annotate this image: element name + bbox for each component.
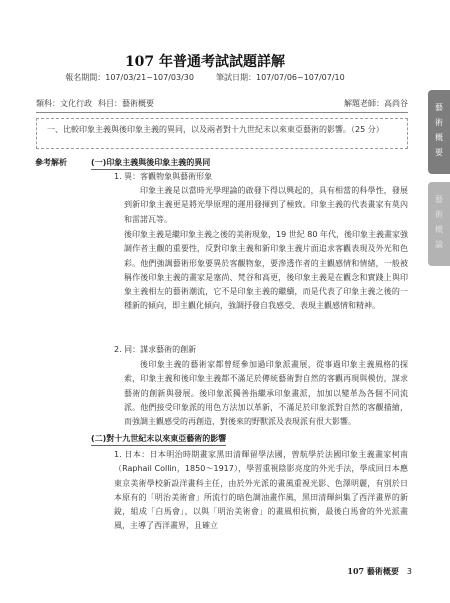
exam-meta: [36, 98, 408, 110]
paragraph-japan: 1. 日本：日本明治時期畫家黑田清輝留學法國，曾航學於法國印象主義畫家柯南（Raphail Collin，1850～1917），學習重視陰影亮度的外光手法，學成回日本應東京美術學校新設洋畫科主任，由於外光派的畫風重視光影、色澤明麗，有別於日本原有的「明治美術會」所流行的暗色調油畫作風，黑田清輝糾集了西洋畫界的新銳，組成「白馬會」，以與「明治美術會」的畫風相抗衡，最後白馬會的外光派畫風，主導了西洋畫界，且確立: [114, 450, 408, 531]
category-label: 類科：文化行政: [36, 99, 92, 108]
page-number: 3: [406, 567, 412, 576]
section-heading-1: (一)印象主義與後印象主義的異同: [91, 157, 210, 170]
side-tab-active[interactable]: [428, 90, 450, 174]
question-box: 一、比較印象主義與後印象主義的異同，以及兩者對十九世紀末以來東亞藝術的影響。（25 分）: [36, 118, 408, 149]
paragraph-innovation: 後印象主義的藝術家都曾經參加過印象派畫展，從事過印象主義風格的探索，印象主義和後印象主義都不滿足於傳統藝術對自然的客觀再現與模仿，謀求藝術的創新與發展。後印象派獨善指繼承印象畫派，加加以變革為各個不同流派。他們接受印象派的用色方法加以革新，不滿足於印象派對自然的客觀描繪，而強調主觀感受的再創造，對後來的野獸派及表現派有很大影響。: [124, 360, 408, 427]
side-tab-inactive[interactable]: [428, 182, 450, 266]
registration-period: 報名期間：107/03/21~107/03/30: [65, 73, 194, 82]
tab-char: 術: [435, 118, 443, 127]
footer-book-title: 107 藝術概要: [347, 566, 399, 576]
tab-char: 藝: [435, 103, 443, 112]
author-label: 解題老師：高尚谷: [344, 99, 408, 108]
tab-char: 要: [435, 148, 443, 157]
meta-divider: [36, 112, 408, 113]
tab-char: 概: [435, 225, 443, 234]
tab-char: 術: [435, 210, 443, 219]
tab-char: 概: [435, 133, 443, 142]
exam-dates: 筆試日期：107/07/06~107/07/10: [216, 73, 345, 82]
item-heading-similarity: 2. 同：謀求藝術的創新: [114, 345, 197, 354]
paragraph-impressionism: 印象主義是以當時光學理論的啟發下得以興起的，具有相當的科學性，發展到新印象主義更是將光學原理的運用發揮到了極致。印象主義的代表畫家有莫內和雷諾瓦等。: [124, 186, 408, 224]
tab-char: 藝: [435, 195, 443, 204]
exam-periods: [0, 72, 410, 83]
subject-label: 科目：藝術概要: [98, 99, 154, 108]
page-footer: [347, 566, 412, 577]
item-heading-difference: 1. 異：客觀物象與藝術形象: [114, 172, 213, 181]
section-heading-2: (二)對十九世紀末以來東亞藝術的影響: [91, 433, 226, 446]
answer-label: 參考解析: [35, 158, 67, 167]
tab-char: 論: [435, 240, 443, 249]
page-title: 107 年普通考試試題詳解: [124, 54, 286, 70]
paragraph-post-impressionism: 後印象主義是繼印象主義之後的美術現象，19 世紀 80 年代，後印象主義畫家強調作者主觀的重要性，反對印象主義和新印象主義片面追求客觀表現及外光和色彩。他們強調藝術形象要異於客觀物象，要滲透作者的主觀感情和情緒，一般被稱作後印象主義的畫家是塞尚、梵谷和高更，後印象主義是在觀念和實踐上與印象主義相左的藝術潮流，它不是印象主義的繼續，而是代表了印象主義之後的一種新的傾向，即主觀化傾向，強調抒發自我感受、表現主觀感情和精神。: [124, 230, 408, 311]
